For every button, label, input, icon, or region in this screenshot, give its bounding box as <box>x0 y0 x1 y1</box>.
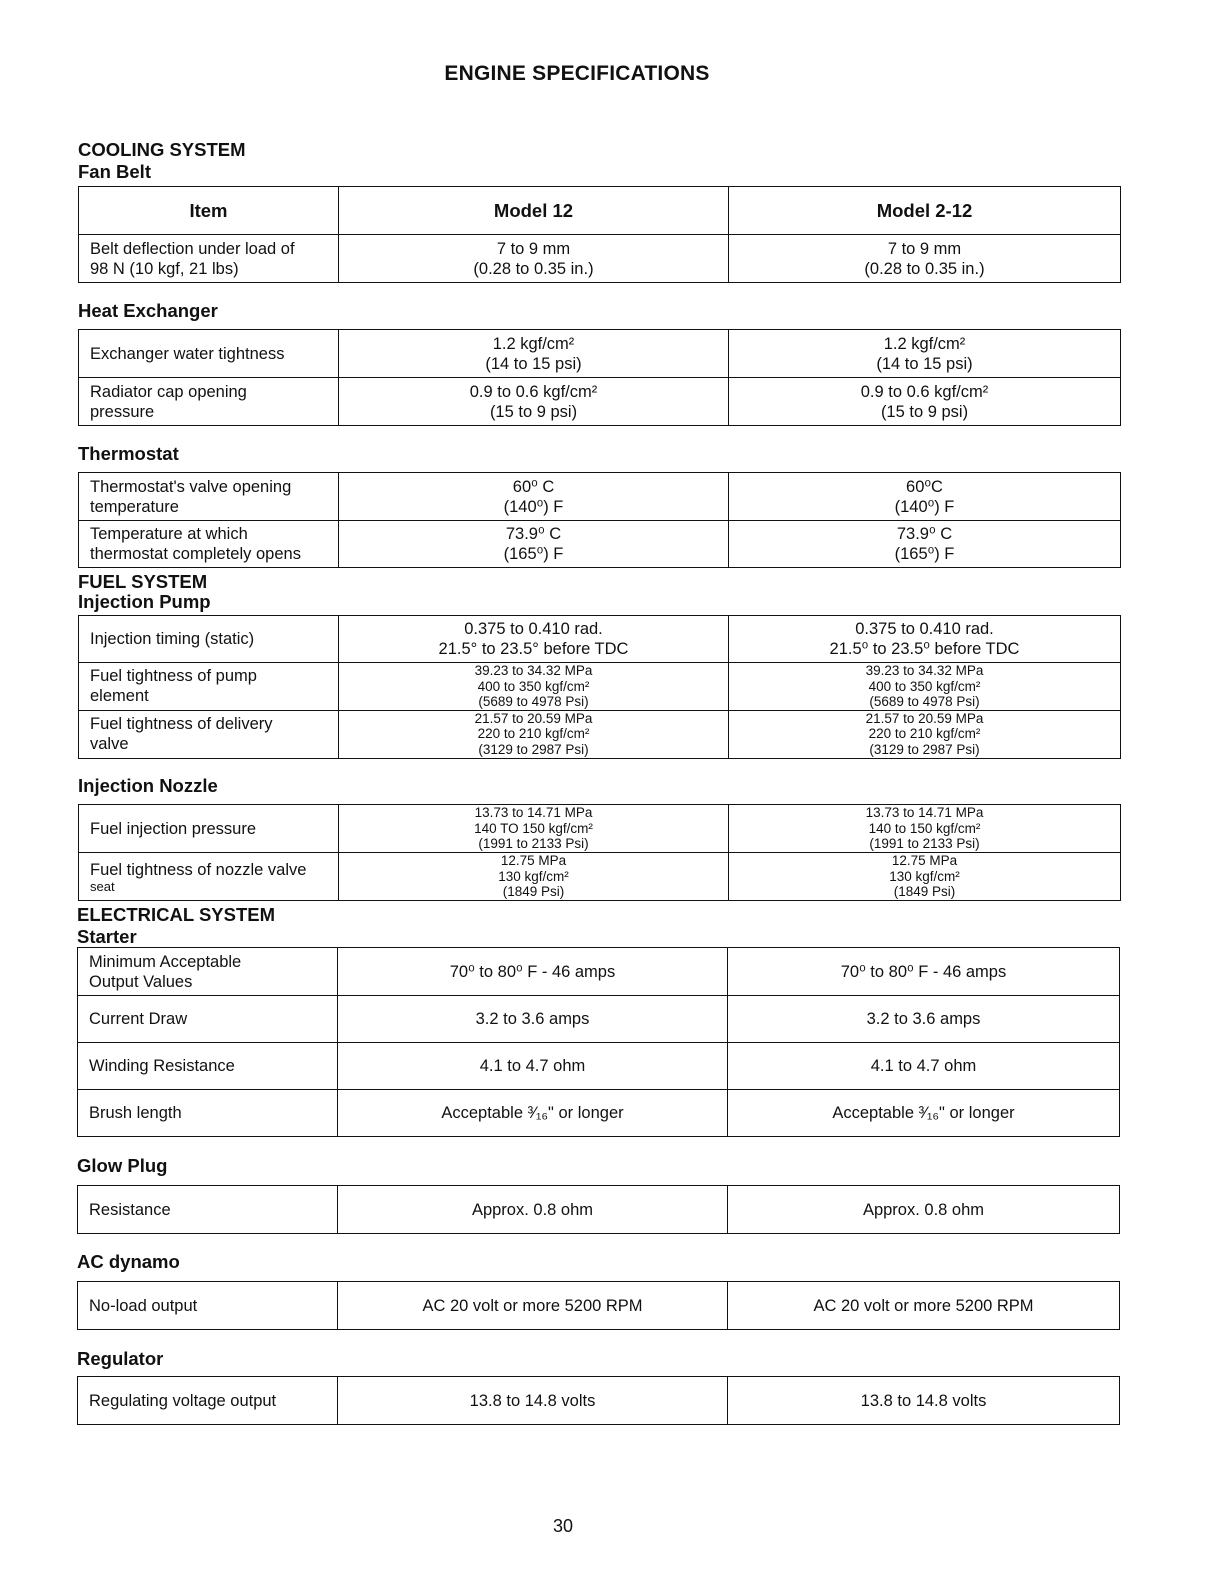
model-2-12-cell: 0.9 to 0.6 kgf/cm² (15 to 9 psi) <box>729 378 1121 426</box>
model-12-cell: 13.8 to 14.8 volts <box>338 1377 728 1425</box>
item-cell: Brush length <box>78 1090 338 1137</box>
subsection-header-regulator: Regulator <box>77 1348 164 1369</box>
table-row <box>79 805 1121 853</box>
table-row <box>78 996 1120 1043</box>
model-12-cell: 39.23 to 34.32 MPa 400 to 350 kgf/cm² (5689 to 4978 Psi) <box>339 663 729 711</box>
injection-pump-table <box>78 615 1121 759</box>
table-row <box>78 1377 1120 1425</box>
model-12-cell: 4.1 to 4.7 ohm <box>338 1043 728 1090</box>
table-row <box>78 1043 1120 1090</box>
model-12-cell: 0.375 to 0.410 rad. 21.5° to 23.5° before TDC <box>339 616 729 663</box>
column-header-model-12: Model 12 <box>339 187 729 235</box>
thermostat-table <box>78 472 1121 568</box>
model-12-cell: 3.2 to 3.6 amps <box>338 996 728 1043</box>
subsection-header-ac-dynamo: AC dynamo <box>77 1251 180 1272</box>
subsection-header-thermostat: Thermostat <box>78 443 179 464</box>
subsection-header-injection-pump: Injection Pump <box>78 591 211 612</box>
injection-nozzle-table <box>78 804 1121 901</box>
item-cell: Current Draw <box>78 996 338 1043</box>
subsection-header-injection-nozzle: Injection Nozzle <box>78 775 218 796</box>
model-2-12-cell: 3.2 to 3.6 amps <box>728 996 1120 1043</box>
table-row <box>79 710 1121 758</box>
section-header-fuel: FUEL SYSTEM <box>78 571 208 592</box>
model-2-12-cell: 70⁰ to 80⁰ F - 46 amps <box>728 948 1120 996</box>
model-12-cell: Acceptable ³⁄₁₆" or longer <box>338 1090 728 1137</box>
table-row <box>78 1282 1120 1330</box>
model-12-cell: 60⁰ C (140⁰) F <box>339 473 729 521</box>
model-12-cell: 0.9 to 0.6 kgf/cm² (15 to 9 psi) <box>339 378 729 426</box>
model-12-cell: 73.9⁰ C (165⁰) F <box>339 521 729 568</box>
model-12-cell: Approx. 0.8 ohm <box>338 1186 728 1234</box>
item-cell: Minimum Acceptable Output Values <box>78 948 338 996</box>
model-2-12-cell: Acceptable ³⁄₁₆" or longer <box>728 1090 1120 1137</box>
item-cell: Regulating voltage output <box>78 1377 338 1425</box>
table-row <box>79 330 1121 378</box>
model-12-cell: AC 20 volt or more 5200 RPM <box>338 1282 728 1330</box>
ac-dynamo-table <box>77 1281 1120 1330</box>
item-cell: Radiator cap opening pressure <box>79 378 339 426</box>
fan-belt-table <box>78 186 1121 283</box>
subsection-header-glow-plug: Glow Plug <box>77 1155 168 1176</box>
model-2-12-cell: 0.375 to 0.410 rad. 21.5⁰ to 23.5⁰ before TDC <box>729 616 1121 663</box>
page-title: ENGINE SPECIFICATIONS <box>444 62 710 85</box>
heat-exchanger-table <box>78 329 1121 426</box>
table-header-row <box>79 187 1121 235</box>
section-header-cooling: COOLING SYSTEM <box>78 139 246 160</box>
item-cell: Fuel injection pressure <box>79 805 339 853</box>
table-row <box>78 1090 1120 1137</box>
table-row <box>79 663 1121 711</box>
model-2-12-cell: 1.2 kgf/cm² (14 to 15 psi) <box>729 330 1121 378</box>
model-2-12-cell: 12.75 MPa 130 kgf/cm² (1849 Psi) <box>729 853 1121 901</box>
item-cell: Injection timing (static) <box>79 616 339 663</box>
model-12-cell: 13.73 to 14.71 MPa 140 TO 150 kgf/cm² (1991 to 2133 Psi) <box>339 805 729 853</box>
regulator-table <box>77 1376 1120 1425</box>
subsection-header-starter: Starter <box>77 926 137 947</box>
model-2-12-cell: Approx. 0.8 ohm <box>728 1186 1120 1234</box>
model-12-cell: 12.75 MPa 130 kgf/cm² (1849 Psi) <box>339 853 729 901</box>
model-2-12-cell: 13.73 to 14.71 MPa 140 to 150 kgf/cm² (1991 to 2133 Psi) <box>729 805 1121 853</box>
model-2-12-cell: AC 20 volt or more 5200 RPM <box>728 1282 1120 1330</box>
table-row <box>78 1186 1120 1234</box>
table-row <box>79 853 1121 901</box>
item-cell: Fuel tightness of nozzle valve seat <box>79 853 339 901</box>
table-row <box>79 521 1121 568</box>
table-row <box>78 948 1120 996</box>
model-2-12-cell: 39.23 to 34.32 MPa 400 to 350 kgf/cm² (5689 to 4978 Psi) <box>729 663 1121 711</box>
page-number: 30 <box>552 1516 574 1536</box>
model-2-12-cell: 4.1 to 4.7 ohm <box>728 1043 1120 1090</box>
subsection-header-heat-exchanger: Heat Exchanger <box>78 300 218 321</box>
subsection-header-fan-belt: Fan Belt <box>78 161 151 182</box>
model-12-cell: 21.57 to 20.59 MPa 220 to 210 kgf/cm² (3129 to 2987 Psi) <box>339 710 729 758</box>
model-2-12-cell: 7 to 9 mm (0.28 to 0.35 in.) <box>729 235 1121 283</box>
section-header-electrical: ELECTRICAL SYSTEM <box>77 904 276 925</box>
model-2-12-cell: 21.57 to 20.59 MPa 220 to 210 kgf/cm² (3129 to 2987 Psi) <box>729 710 1121 758</box>
model-12-cell: 70⁰ to 80⁰ F - 46 amps <box>338 948 728 996</box>
item-cell: Thermostat's valve opening temperature <box>79 473 339 521</box>
column-header-item: Item <box>79 187 339 235</box>
item-cell: Exchanger water tightness <box>79 330 339 378</box>
item-cell: No-load output <box>78 1282 338 1330</box>
model-2-12-cell: 13.8 to 14.8 volts <box>728 1377 1120 1425</box>
starter-table <box>77 947 1120 1137</box>
item-cell: Temperature at which thermostat completely opens <box>79 521 339 568</box>
table-row <box>79 473 1121 521</box>
item-cell: Fuel tightness of delivery valve <box>79 710 339 758</box>
table-row <box>79 616 1121 663</box>
glow-plug-table <box>77 1185 1120 1234</box>
item-cell: Belt deflection under load of 98 N (10 kgf, 21 lbs) <box>79 235 339 283</box>
model-12-cell: 7 to 9 mm (0.28 to 0.35 in.) <box>339 235 729 283</box>
table-row <box>79 378 1121 426</box>
model-2-12-cell: 73.9⁰ C (165⁰) F <box>729 521 1121 568</box>
item-cell: Resistance <box>78 1186 338 1234</box>
model-12-cell: 1.2 kgf/cm² (14 to 15 psi) <box>339 330 729 378</box>
table-row <box>79 235 1121 283</box>
item-cell: Winding Resistance <box>78 1043 338 1090</box>
item-cell: Fuel tightness of pump element <box>79 663 339 711</box>
column-header-model-2-12: Model 2-12 <box>729 187 1121 235</box>
model-2-12-cell: 60⁰C (140⁰) F <box>729 473 1121 521</box>
